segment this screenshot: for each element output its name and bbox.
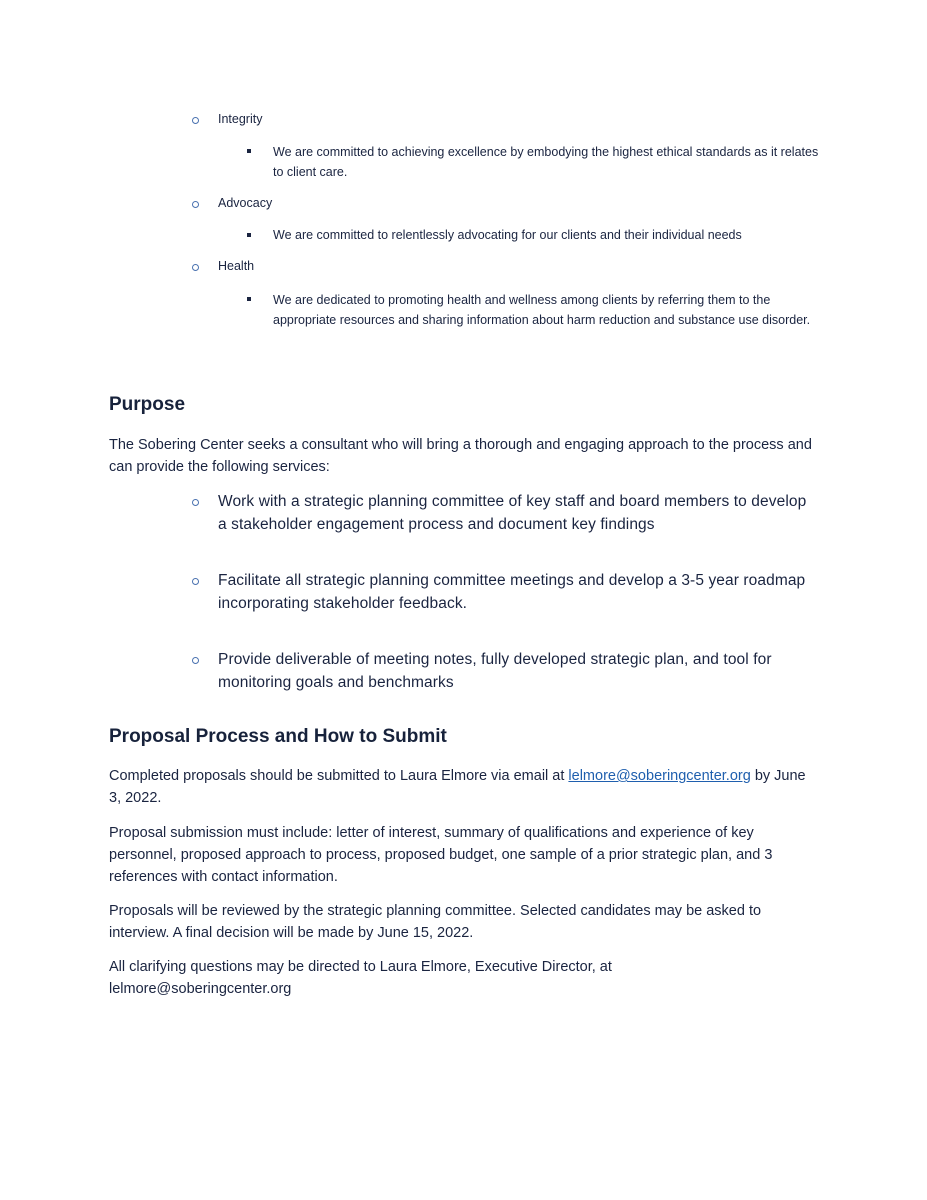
- bullet-circle-icon: [192, 117, 199, 124]
- value-description-advocacy: We are committed to relentlessly advocating for our clients and their individual needs: [273, 228, 742, 242]
- service-item-stakeholder-engagement: Work with a strategic planning committee of key staff and board members to develop a stakeholder engagement process and document key findings: [218, 493, 807, 533]
- proposal-requirements-paragraph: Proposal submission must include: letter of interest, summary of qualifications and experience of key personnel, proposed approach to process, proposed budget, one sample of a prior strategic plan, and 3 references with contact information.: [109, 825, 773, 885]
- bullet-square-icon: [247, 233, 251, 237]
- value-title-integrity: Integrity: [218, 112, 263, 126]
- value-title-health: Health: [218, 259, 255, 273]
- bullet-circle-icon: [192, 657, 199, 664]
- service-item-deliverables: Provide deliverable of meeting notes, fully developed strategic plan, and tool for monitoring goals and benchmarks: [218, 651, 772, 691]
- proposal-review-paragraph: Proposals will be reviewed by the strategic planning committee. Selected candidates may be asked to interview. A final decision will be made by June 15, 2022.: [109, 903, 762, 941]
- service-item-facilitate-meetings: Facilitate all strategic planning committee meetings and develop a 3-5 year roadmap incorporating stakeholder feedback.: [218, 572, 806, 612]
- proposal-submission-paragraph: [109, 765, 821, 809]
- bullet-circle-icon: [192, 499, 199, 506]
- value-description-health: We are dedicated to promoting health and wellness among clients by referring them to the appropriate resources and sharing information about harm reduction and substance use disorder.: [273, 293, 811, 327]
- bullet-circle-icon: [192, 264, 199, 271]
- value-description-integrity: We are committed to achieving excellence by embodying the highest ethical standards as it relates to client care.: [273, 145, 819, 179]
- bullet-square-icon: [247, 149, 251, 153]
- proposal-deadline-text: by June 3, 2022.: [109, 768, 806, 806]
- proposal-submission-text: Completed proposals should be submitted to Laura Elmore via email at: [109, 768, 569, 784]
- value-title-advocacy: Advocacy: [218, 196, 273, 210]
- bullet-circle-icon: [192, 201, 199, 208]
- proposal-heading: Proposal Process and How to Submit: [109, 726, 447, 747]
- purpose-heading: Purpose: [109, 394, 186, 415]
- purpose-intro: The Sobering Center seeks a consultant who will bring a thorough and engaging approach to the process and can provide the following services:: [109, 437, 812, 475]
- bullet-circle-icon: [192, 578, 199, 585]
- bullet-square-icon: [247, 297, 251, 301]
- contact-email-link[interactable]: lelmore@soberingcenter.org: [568, 768, 751, 784]
- proposal-questions-paragraph: All clarifying questions may be directed to Laura Elmore, Executive Director, at lelmore@soberingcenter.org: [109, 959, 612, 997]
